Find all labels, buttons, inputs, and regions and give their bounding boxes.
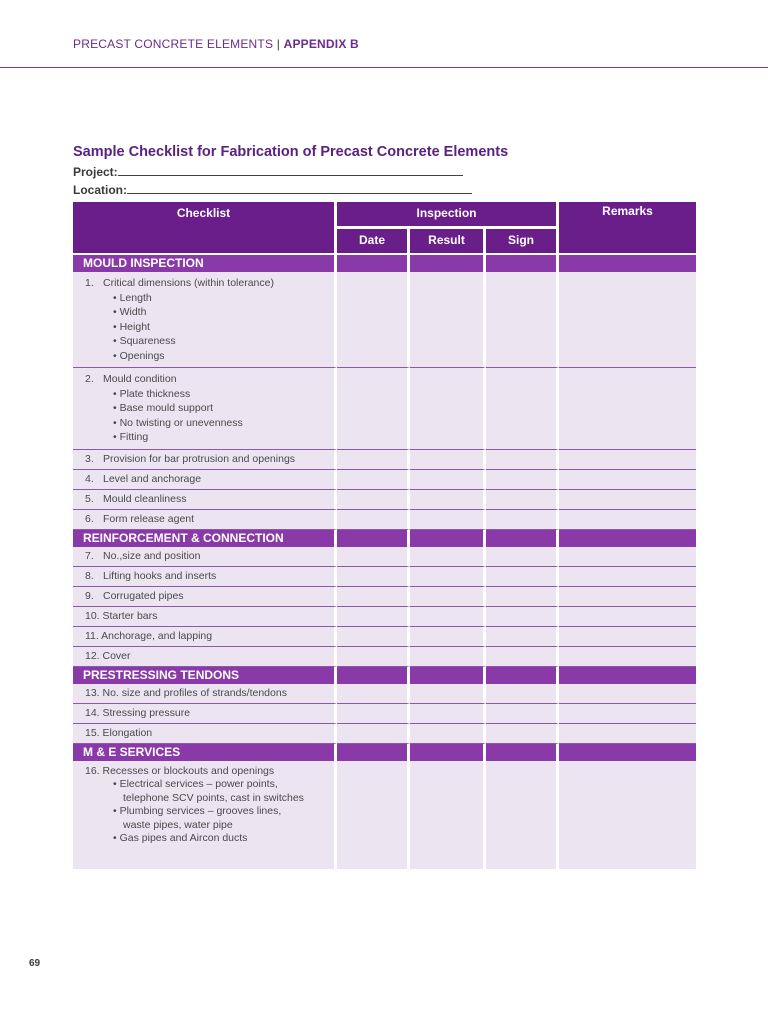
sign-cell[interactable] xyxy=(486,510,559,530)
item-text: Provision for bar protrusion and openings xyxy=(103,452,296,465)
section-row xyxy=(73,530,696,547)
header-left: PRECAST CONCRETE ELEMENTS xyxy=(73,37,274,51)
result-cell[interactable] xyxy=(410,607,486,627)
item-text: 16. Recesses or blockouts and openings xyxy=(85,764,275,777)
remarks-cell[interactable] xyxy=(559,272,696,368)
remarks-cell[interactable] xyxy=(559,587,696,607)
remarks-cell[interactable] xyxy=(559,490,696,510)
section-reinforcement: REINFORCEMENT & CONNECTION xyxy=(73,530,337,547)
section-row xyxy=(73,744,696,761)
project-line[interactable] xyxy=(118,164,463,176)
table-row xyxy=(73,647,696,667)
remarks-cell[interactable] xyxy=(559,761,696,869)
table-row: 7. No.,size and position xyxy=(73,547,696,567)
item-text: Lifting hooks and inserts xyxy=(103,569,217,582)
header-separator: | xyxy=(276,37,281,51)
date-cell[interactable] xyxy=(337,490,410,510)
remarks-cell[interactable] xyxy=(559,684,696,704)
section-prestressing: PRESTRESSING TENDONS xyxy=(73,667,337,684)
sign-cell[interactable] xyxy=(486,607,559,627)
table-row xyxy=(73,704,696,724)
item-bullet: • Openings xyxy=(113,349,165,362)
col-checklist: Checklist xyxy=(73,202,337,253)
section-mould-inspection: MOULD INSPECTION xyxy=(73,255,337,272)
item-text: 14. Stressing pressure xyxy=(85,706,191,719)
result-cell[interactable] xyxy=(410,684,486,704)
item-bullet: • Width xyxy=(113,306,147,318)
item-text: Level and anchorage xyxy=(103,472,202,485)
item-number: 1. xyxy=(85,277,94,289)
header-rule xyxy=(0,67,768,68)
result-cell[interactable] xyxy=(410,547,486,567)
sign-cell[interactable] xyxy=(486,761,559,869)
item-text: 15. Elongation xyxy=(85,726,153,739)
location-label: Location: xyxy=(73,183,127,197)
sign-cell[interactable] xyxy=(486,567,559,587)
result-cell[interactable] xyxy=(410,368,486,450)
table-row xyxy=(73,627,696,647)
page-number: 69 xyxy=(29,958,41,969)
remarks-cell[interactable] xyxy=(559,704,696,724)
date-cell[interactable] xyxy=(337,724,410,744)
header-right: APPENDIX B xyxy=(283,37,359,51)
item-text: 13. No. size and profiles of strands/tendons xyxy=(85,686,287,699)
table-row xyxy=(73,607,696,627)
item-bullet: • Base mould support xyxy=(113,402,213,414)
item-bullet: • Fitting xyxy=(113,431,149,443)
result-cell[interactable] xyxy=(410,272,486,368)
remarks-cell[interactable] xyxy=(559,547,696,567)
result-cell[interactable] xyxy=(410,450,486,470)
item-bullet: • Length xyxy=(113,291,152,304)
date-cell[interactable] xyxy=(337,607,410,627)
table-row: 3. Provision for bar protrusion and openings xyxy=(73,450,696,470)
item-bullet: • Gas pipes and Aircon ducts xyxy=(113,832,248,844)
location-field xyxy=(73,182,472,197)
remarks-cell[interactable] xyxy=(559,724,696,744)
location-line[interactable] xyxy=(127,182,472,194)
date-cell[interactable] xyxy=(337,450,410,470)
result-cell[interactable] xyxy=(410,724,486,744)
result-cell[interactable] xyxy=(410,470,486,490)
date-cell[interactable] xyxy=(337,510,410,530)
item-text: No.,size and position xyxy=(103,549,201,562)
item-bullet: • Plumbing services – grooves lines, xyxy=(113,805,282,817)
date-cell[interactable] xyxy=(337,587,410,607)
date-cell[interactable] xyxy=(337,567,410,587)
col-date: Date xyxy=(337,229,410,253)
col-remarks: Remarks xyxy=(559,202,696,253)
result-cell[interactable] xyxy=(410,587,486,607)
date-cell[interactable] xyxy=(337,627,410,647)
table-row xyxy=(73,724,696,744)
remarks-cell[interactable] xyxy=(559,647,696,667)
item-text: Mould condition xyxy=(103,373,177,385)
remarks-cell[interactable] xyxy=(559,450,696,470)
item-bullet: • Electrical services – power points, xyxy=(113,778,278,790)
item-bullet: • No twisting or unevenness xyxy=(113,416,243,429)
sign-cell[interactable] xyxy=(486,547,559,567)
table-row xyxy=(73,368,696,450)
item-bullet: • Height xyxy=(113,320,150,333)
table-row: 9. Corrugated pipes xyxy=(73,587,696,607)
section-me-services: M & E SERVICES xyxy=(73,744,337,761)
sign-cell[interactable] xyxy=(486,684,559,704)
item-number: 2. xyxy=(85,373,94,385)
sign-cell[interactable] xyxy=(486,627,559,647)
item-text: Mould cleanliness xyxy=(103,492,187,505)
table-row: 5. Mould cleanliness xyxy=(73,490,696,510)
item-text: Form release agent xyxy=(103,512,195,525)
item-bullet: • Squareness xyxy=(113,335,176,347)
item-bullet: • Plate thickness xyxy=(113,387,191,400)
table-row: 8. Lifting hooks and inserts xyxy=(73,567,696,587)
item-text: 10. Starter bars xyxy=(85,609,158,622)
item-bullet: telephone SCV points, cast in switches xyxy=(123,791,304,804)
result-cell[interactable] xyxy=(410,761,486,869)
remarks-cell[interactable] xyxy=(559,627,696,647)
col-result: Result xyxy=(410,229,486,253)
sign-cell[interactable] xyxy=(486,587,559,607)
result-cell[interactable] xyxy=(410,647,486,667)
date-cell[interactable] xyxy=(337,547,410,567)
date-cell[interactable] xyxy=(337,272,410,368)
table-row xyxy=(73,761,696,869)
sign-cell[interactable] xyxy=(486,704,559,724)
sign-cell[interactable] xyxy=(486,272,559,368)
sign-cell[interactable] xyxy=(486,490,559,510)
table-row xyxy=(73,684,696,704)
sign-cell[interactable] xyxy=(486,470,559,490)
remarks-cell[interactable] xyxy=(559,368,696,450)
col-sign: Sign xyxy=(486,229,559,253)
sign-cell[interactable] xyxy=(486,368,559,450)
col-inspection: Inspection xyxy=(337,202,559,229)
result-cell[interactable] xyxy=(410,510,486,530)
remarks-cell[interactable] xyxy=(559,510,696,530)
sign-cell[interactable] xyxy=(486,647,559,667)
date-cell[interactable] xyxy=(337,704,410,724)
result-cell[interactable] xyxy=(410,627,486,647)
date-cell[interactable] xyxy=(337,368,410,450)
result-cell[interactable] xyxy=(410,490,486,510)
running-header xyxy=(73,37,359,51)
remarks-cell[interactable] xyxy=(559,470,696,490)
item-bullet: waste pipes, water pipe xyxy=(123,818,233,831)
remarks-cell[interactable] xyxy=(559,567,696,587)
item-text: Critical dimensions (within tolerance) xyxy=(103,277,274,289)
item-text: Corrugated pipes xyxy=(103,589,184,602)
section-row xyxy=(73,667,696,684)
checklist-table xyxy=(73,202,696,869)
date-cell[interactable] xyxy=(337,684,410,704)
item-text: 11. Anchorage, and lapping xyxy=(85,629,213,642)
project-label: Project: xyxy=(73,165,118,179)
page-title: Sample Checklist for Fabrication of Precast Concrete Elements xyxy=(73,144,509,160)
sign-cell[interactable] xyxy=(486,724,559,744)
project-field xyxy=(73,164,463,179)
table-row: 6. Form release agent xyxy=(73,510,696,530)
table-row xyxy=(73,272,696,368)
result-cell[interactable] xyxy=(410,567,486,587)
section-row xyxy=(73,255,696,272)
date-cell[interactable] xyxy=(337,761,410,869)
header-row-1 xyxy=(73,202,696,229)
remarks-cell[interactable] xyxy=(559,607,696,627)
sign-cell[interactable] xyxy=(486,450,559,470)
date-cell[interactable] xyxy=(337,647,410,667)
item-text: 12. Cover xyxy=(85,649,131,662)
table-row: 4. Level and anchorage xyxy=(73,470,696,490)
date-cell[interactable] xyxy=(337,470,410,490)
result-cell[interactable] xyxy=(410,704,486,724)
